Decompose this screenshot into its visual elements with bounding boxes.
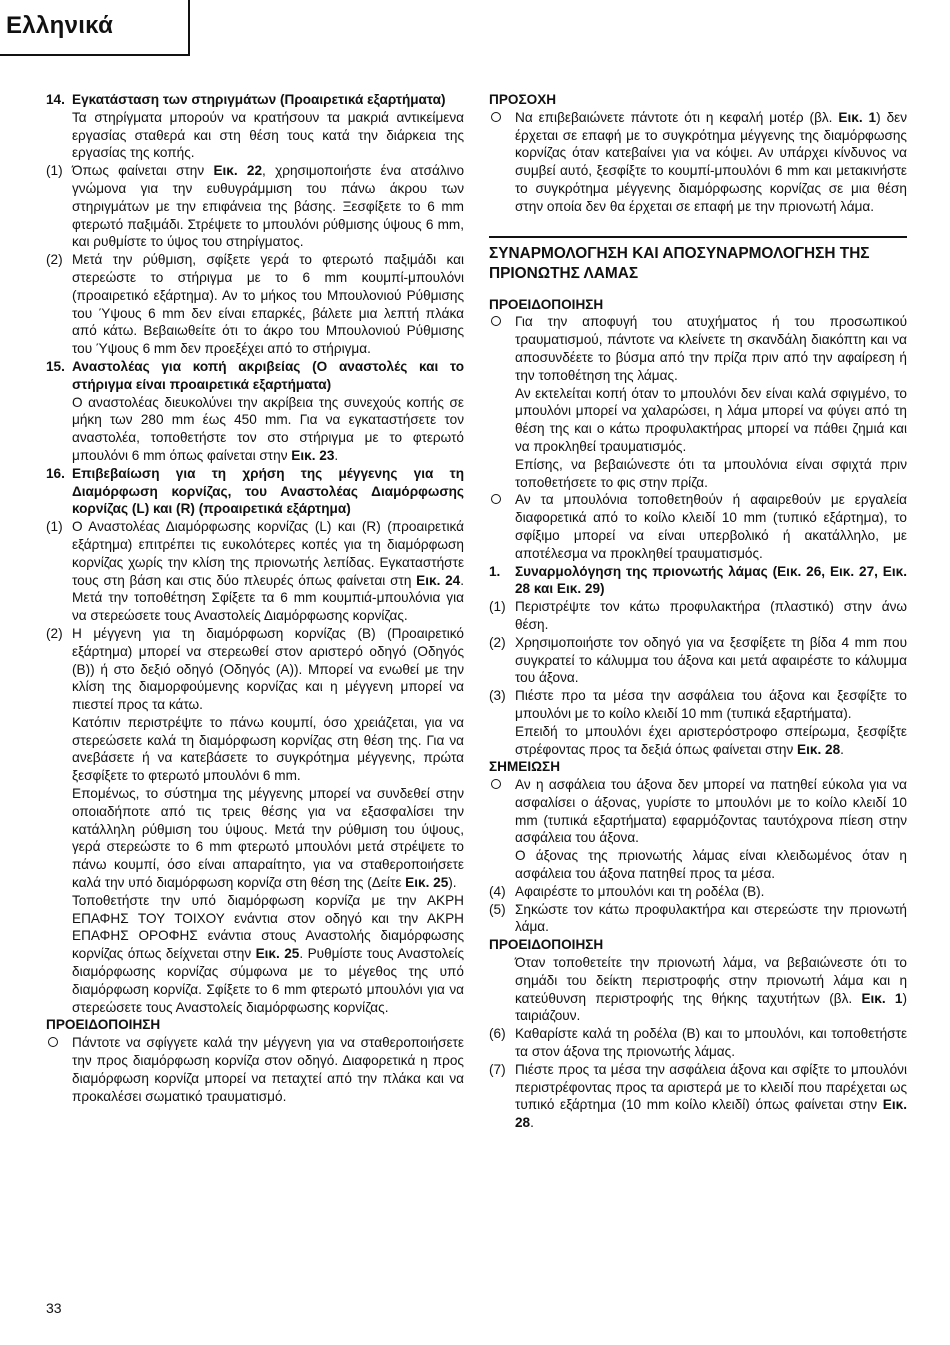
- section-16-item-1: (1) Ο Αναστολέας Διαμόρφωσης κορνίζας (L) και (R) (προαιρετικά εξάρτημα) επιτρέπει τις ευκολότερες κοπές για τη διαμόρφωση κορνίζας χωρίς την κλίση της πριονωτής λεπίδας. Εγκαταστήστε τους στη βάση και στις δύο πλευρές όπως φαίνεται στη Εικ. 24. Μετά την τοποθέτηση Σφίξετε τα 6 mm κουμπιά-μπουλόνια για να στερεώσετε τους Αναστολείς Διαμόρφωσης κορνίζας.: [46, 519, 464, 624]
- assembly-item-4: (4) Αφαιρέστε το μπουλόνι και τη ροδέλα (B).: [489, 883, 765, 899]
- section-14-item-2: (2) Μετά την ρύθμιση, σφίξετε γερά το φτερωτό παξιμάδι και στερεώστε το στήριγμα με το 6 mm κουμπί-μπουλόνι (προαιρετικό εξάρτημα). Αν το μήκος του Μπουλονιού Ρύθμισης του Ύψους 6 mm δεν είναι επαρκές, βάλετε μια λεπτή πλάκα από κάτω. Βεβαιωθείτε ότι το άκρο του Μπουλονιού Ρύθμισης του Ύψους 6 mm δεν προεξέχει από το στήριγμα.: [46, 252, 464, 357]
- left-column: [46, 91, 464, 1105]
- assembly-item-6: (6) Καθαρίστε καλά τη ροδέλα (B) και το μπουλόνι, και τοποθετήστε τα στον άξονα της πριονωτής λάμας.: [489, 1026, 907, 1060]
- assembly-item-7: (7) Πιέστε προς τα μέσα την ασφάλεια άξονα και σφίξτε το μπουλόνι περιστρέφοντας προς τα αριστερά με το κλειδί που παρέχεται ως τυπικό εξάρτημα (10 mm κοίλο κλειδί) όπως φαίνεται στην Εικ. 28.: [489, 1061, 907, 1131]
- circle-bullet-icon: [48, 1037, 58, 1047]
- section-14-item-1: (1) Όπως φαίνεται στην Εικ. 22, χρησιμοποιήστε ένα ατσάλινο γνώμονα για την ευθυγράμμιση του πάνω άκρου των στηριγμάτων με την επιφάνεια της βάσης. Ξεσφίξετε το 6 mm φτερωτό παξιμάδι. Στρέψετε το μπουλόνι ρύθμισης ύψους 6 mm, και ρυθμίστε το ύψος του στηρίγματος.: [46, 163, 465, 250]
- warning-label: ΠΡΟΕΙΔΟΠΟΙΗΣΗ: [46, 1017, 161, 1033]
- circle-bullet-icon: [491, 494, 501, 504]
- section-14-title: 14. Εγκατάσταση των στηριγμάτων (Προαιρετικά εξαρτήματα): [46, 92, 446, 107]
- note-bullet-p2: Ο άξονας της πριονωτής λάμας είναι κλειδωμένος όταν η ασφάλεια του άξονα πατηθεί προς τα μέσα.: [515, 848, 907, 882]
- section-15-text: Ο αναστολέας διευκολύνει την ακρίβεια της συνεχούς κοπής σε μήκη των 280 mm έως 450 mm. Για να εγκαταστήσετε τον αναστολέα, τοποθετήστε τον στο στήριγμα με το φτερωτό μπουλόνι 6 mm όπως φαίνεται στην Εικ. 23.: [72, 394, 464, 463]
- assembly-item-3: (3) Πιέστε προ τα μέσα την ασφάλεια του άξονα και ξεσφίξτε το μπουλόνι με το κοίλο κλειδί 10 mm (τυπικά εξαρτήματα).: [489, 688, 907, 721]
- warning-bullet-2: Αν τα μπουλόνια τοποθετηθούν ή αφαιρεθούν με εργαλεία διαφορετικά από το κοίλο κλειδί 10 mm (τυπικό εξάρτημα), το σφίξιμο μπορεί να είναι υπερβολικό ή ακατάλληλο, με αποτέλεσμα να προκληθεί τραυματισμός.: [489, 491, 907, 562]
- assembly-item-1: (1) Περιστρέψτε τον κάτω προφυλακτήρα (πλαστικό) στην άνω θέση.: [489, 599, 907, 632]
- warning-bullet-1-p2: Αν εκτελείται κοπή όταν το μπουλόνι δεν είναι καλά σφιγμένο, το μπουλόνι μπορεί να χαλαρώσει, η λάμα μπορεί να φύγει από τη θέση της και ο κάτω προφυλακτήρας μπορεί να πάθει ζημιά και να προκληθεί τραυματισμός.: [515, 385, 907, 454]
- page-number: 33: [46, 1300, 62, 1316]
- circle-bullet-icon: [491, 112, 501, 122]
- note-bullet: Αν η ασφάλεια του άξονα δεν μπορεί να πατηθεί εύκολα για να ασφαλίσει ο άξονας, γυρίστε το μπουλόνι με το κοίλο κλειδί 10 mm (τυπικά εξαρτήματα) εφαρμόζοντας ταυτόχρονα πίεση στην ασφάλεια του άξονα.: [489, 776, 907, 847]
- caution-label: ΠΡΟΣΟΧΗ: [489, 92, 557, 107]
- warning-label: ΠΡΟΕΙΔΟΠΟΙΗΣΗ: [489, 296, 604, 312]
- section-16-item-2-p3: Επομένως, το σύστημα της μέγγενης μπορεί να συνδεθεί στην οποιαδήποτε από τις τρεις θέσης για να εξασφαλίσει την κατάλληλη ρύθμιση του ύψους. Μετά την ρύθμιση του ύψους, γερά στερεώστε το 6 mm φτερωτό μπουλόνι μετά στρέψετε το πάνω κουμπί, όσο είναι απαραίτητο, για να σταθεροποιήσετε καλά την υπό διαμόρφωση κορνίζα στη θέση της (Δείτε Εικ. 25).: [72, 786, 464, 891]
- section-14-intro: Τα στηρίγματα μπορούν να κρατήσουν τα μακριά αντικείμενα εργασίας σταθερά και στη θέση τους κατά την διάρκεια της εργασίας της κοπής.: [72, 109, 464, 161]
- language-label: Ελληνικά: [6, 12, 114, 39]
- section-16-item-2-p2: Κατόπιν περιστρέψτε το πάνω κουμπί, όσο χρειάζεται, για να στερεώσετε καλά τη διαμόρφωση κορνίζας στη θέση της. Για να ανεβάσετε ή να κατεβάσετε το συγκρότημα μέγγενης, πρώτα ξεσφίξετε το φτερωτό μπουλόνι 6 mm.: [72, 714, 464, 784]
- section-heading: ΣΥΝΑΡΜΟΛΟΓΗΣΗ ΚΑΙ ΑΠΟΣΥΝΑΡΜΟΛΟΓΗΣΗ ΤΗΣ ΠΡΙΟΝΩΤΗΣ ΛΑΜΑΣ: [489, 244, 870, 282]
- assembly-step-title: 1. Συναρμολόγηση της πριονωτής λάμας (Εικ. 26, Εικ. 27, Εικ. 28 και Εικ. 29): [489, 563, 907, 597]
- warning-bullet-1: Για την αποφυγή του ατυχήματος ή του προσωπικού τραυματισμού, πάντοτε να κλείνετε τη σκανδάλη διακόπτη και να αποσυνδέετε το βύσμα από την πρίζα πριν από την αφαίρεση ή την τοποθέτηση της λάμας.: [489, 313, 907, 384]
- warning-2-text: Όταν τοποθετείτε την πριονωτή λάμα, να βεβαιώνεστε ότι το σημάδι του δείκτη περιστροφής στην πριονωτή λάμα και η κατεύθυνση περιστροφής της θήκης ταχυτήτων (βλ. Εικ. 1) ταιριάζουν.: [515, 955, 907, 1024]
- assembly-item-5: (5) Σηκώστε τον κάτω προφυλακτήρα και στερεώστε την πριονωτή λάμα.: [489, 901, 907, 935]
- assembly-item-3-p2: Επειδή το μπουλόνι έχει αριστερόστροφο σπείρωμα, ξεσφίξτε στρέφοντας προς τα δεξιά όπως φαίνεται στην Εικ. 28.: [515, 723, 907, 757]
- caution-bullet: Να επιβεβαιώνετε πάντοτε ότι η κεφαλή μοτέρ (βλ. Εικ. 1) δεν έρχεται σε επαφή με το συγκρότημα μέγγενης της διαμόρφωσης κορνίζας όταν κατεβαίνει για να κόψει. Αν υπάρχει κίνδυνος να συμβεί αυτό, ξεσφίξτε το κουμπί-μπουλόνι 6 mm και μετακινήστε το συγκρότημα μέγγενης διαμόρφωσης κορνίζας σε μια θέση στην οποία δεν θα έρχεται σε επαφή με την πριονωτή λάμα.: [489, 109, 907, 216]
- section-15-title: 15. Αναστολέας για κοπή ακριβείας (Ο αναστολές και το στήριγμα είναι προαιρετικά εξαρτήματα): [46, 358, 464, 392]
- circle-bullet-icon: [491, 779, 501, 789]
- assembly-item-2: (2) Χρησιμοποιήστε τον οδηγό για να ξεσφίξετε τη βίδα 4 mm που συγκρατεί το κάλυμμα του άξονα και μετά αφαιρέστε το κάλυμμα του άξονα.: [489, 634, 907, 686]
- right-column: [489, 91, 907, 1132]
- warning-bullet-1-p3: Επίσης, να βεβαιώνεστε ότι τα μπουλόνια είναι σφιχτά πριν τοποθετήσετε το φις στην πρίζα.: [515, 456, 907, 490]
- section-16-title: 16. Επιβεβαίωση για τη χρήση της μέγγενης για τη Διαμόρφωση κορνίζας, του Αναστολέας Διαμόρφωσης κορνίζας (L) και (R) (προαιρετικά εξάρτημα): [46, 465, 464, 517]
- language-tab: [0, 0, 190, 56]
- section-divider: [489, 236, 907, 238]
- warning-bullet: Πάντοτε να σφίγγετε καλά την μέγγενη για να σταθεροποιήσετε την προς διαμόρφωση κορνίζα στον οδηγό. Διαφορετικά η προς διαμόρφωση κορνίζα μπορεί να πεταχτεί από την πλάκα και να προκαλέσει σωματικό τραυματισμό.: [46, 1034, 464, 1105]
- note-label: ΣΗΜΕΙΩΣΗ: [489, 759, 561, 775]
- circle-bullet-icon: [491, 316, 501, 326]
- warning-label-2: ΠΡΟΕΙΔΟΠΟΙΗΣΗ: [489, 937, 604, 953]
- section-16-item-2: (2) Η μέγγενη για τη διαμόρφωση κορνίζας (B) (Προαιρετικό εξάρτημα) μπορεί να στερεωθεί στον αριστερό οδηγό (Οδηγός (B)) ή στο δεξιό οδηγό (Οδηγός (A)). Μπορεί να ενωθεί με την κλίση της διαμορφούμενης κορνίζας και η μέγγενη μπορεί να πιεστεί προς τα κάτω.: [46, 625, 464, 713]
- section-16-item-2-p4: Τοποθετήστε την υπό διαμόρφωση κορνίζα με την ΑΚΡΗ ΕΠΑΦΗΣ ΤΟΥ ΤΟΙΧΟΥ ενάντια στον οδηγό και την ΑΚΡΗ ΕΠΑΦΗΣ ΟΡΟΦΗΣ ενάντια στους Αναστολής διαμόρφωσης κορνίζας όπως δείχνεται στην Εικ. 25. Ρυθμίστε τους Αναστολείς διαμόρφωσης κορνίζας σύμφωνα με το μέγεθος της υπό διαμόρφωση κορνίζα. Σφίξετε το 6 mm φτερωτό μπουλόνι για να στερεώσετε τους Αναστολείς διαμόρφωσης κορνίζας.: [72, 892, 464, 1015]
